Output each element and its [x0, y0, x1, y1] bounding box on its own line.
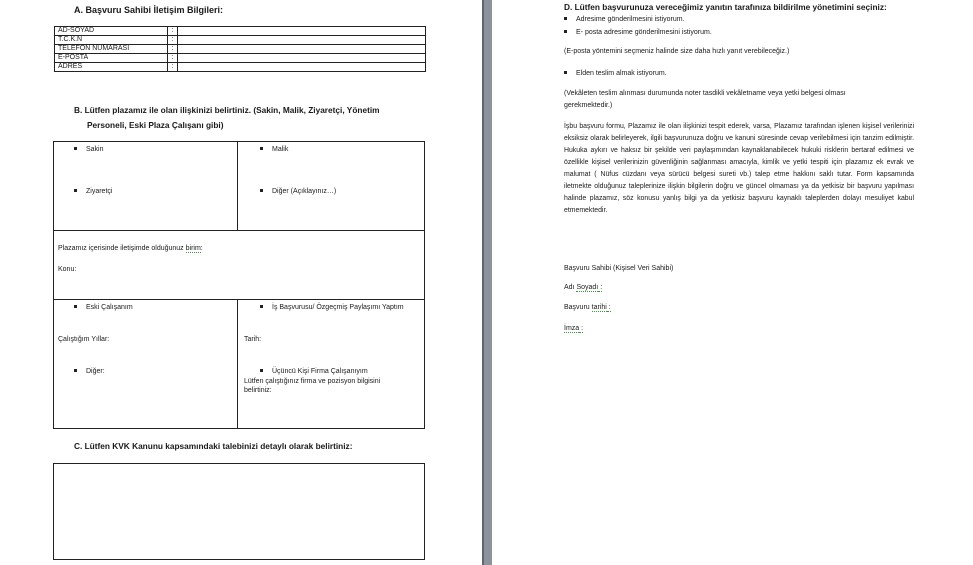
option-sakin[interactable] [74, 145, 104, 154]
option-is-basvurusu-label: İş Başvurusu/ Özgeçmiş Paylaşımı Yaptım [272, 304, 404, 311]
contact-info-table [54, 26, 426, 72]
bullet-icon [564, 71, 567, 74]
contact-row [55, 27, 426, 36]
years-worked-field[interactable]: Çalıştığım Yıllar: [58, 336, 110, 343]
option-is-basvurusu[interactable] [260, 303, 404, 312]
contact-row-label: AD-SOYAD [55, 27, 168, 36]
bullet-icon [260, 305, 263, 308]
signature-name-field[interactable] [564, 283, 602, 292]
section-d-heading: D. Lütfen başvurunuza vereceğimiz yanıtın tarafınıza bildirilme yönetimini seçiniz: [564, 2, 887, 12]
relationship-divider-top [237, 141, 238, 231]
section-b-heading-line2: Personeli, Eski Plaza Çalışanı gibi) [87, 120, 224, 130]
option-eski-calisan[interactable] [74, 303, 133, 312]
bullet-icon [260, 147, 263, 150]
bullet-icon [74, 147, 77, 150]
option-diger-label: Diğer: [86, 368, 105, 375]
option-ucuncu-kisi[interactable] [260, 367, 368, 376]
contact-row-label: TELEFON NUMARASI [55, 45, 168, 54]
bullet-icon [564, 17, 567, 20]
contact-unit-colon: : [200, 245, 203, 252]
signature-name-colon: : [598, 284, 603, 291]
contact-row-value-input[interactable] [178, 54, 426, 63]
subject-field-label[interactable]: Konu: [58, 266, 77, 273]
relationship-divider-bottom [237, 299, 238, 429]
option-adres-label: Adresime gönderilmesini istiyorum. [576, 16, 685, 23]
bullet-icon [564, 30, 567, 33]
option-ucuncu-kisi-label: Üçüncü Kişi Firma Çalışanıyım [272, 368, 368, 375]
contact-row-value-input[interactable] [178, 63, 426, 72]
option-ziyaretci[interactable] [74, 187, 112, 196]
kvk-request-textarea[interactable] [53, 463, 425, 560]
company-position-line1: Lütfen çalıştığınız firma ve pozisyon bilgisini [244, 378, 381, 385]
section-a-heading: A. Başvuru Sahibi İletişim Bilgileri: [74, 5, 224, 15]
signature-date-colon: : [606, 304, 611, 311]
relationship-divider-row1 [53, 230, 425, 231]
bullet-icon [260, 369, 263, 372]
option-sakin-label: Sakin [86, 146, 104, 153]
signature-word: İmza [564, 325, 580, 332]
company-position-line2: belirtiniz: [244, 387, 272, 394]
relationship-divider-row2 [53, 299, 425, 300]
signature-date-prefix: Başvuru [564, 304, 592, 311]
section-b-heading [74, 103, 424, 133]
contact-row-value-input[interactable] [178, 27, 426, 36]
vekalet-note-line2: gerekmektedir.) [564, 102, 613, 109]
option-malik-label: Malik [272, 146, 289, 153]
application-date-field[interactable]: Tarih: [244, 336, 262, 343]
option-elden[interactable] [564, 69, 667, 78]
form-page-right [492, 0, 973, 565]
option-diger-aciklayiniz[interactable] [260, 187, 336, 196]
contact-unit-field[interactable] [58, 244, 203, 253]
bullet-icon [74, 189, 77, 192]
signature-date-word: tarihi [591, 304, 607, 311]
signature-title: Başvuru Sahibi (Kişisel Veri Sahibi) [564, 265, 674, 272]
option-malik[interactable] [260, 145, 288, 154]
option-eski-calisan-label: Eski Çalışanım [86, 304, 133, 311]
company-position-field[interactable] [244, 377, 420, 395]
page-gutter [482, 0, 492, 565]
contact-row-separator: : [168, 54, 178, 63]
contact-row-label: ADRES [55, 63, 168, 72]
contact-row [55, 36, 426, 45]
contact-row-separator: : [168, 27, 178, 36]
contact-row-separator: : [168, 63, 178, 72]
signature-field[interactable] [564, 324, 583, 333]
contact-row-value-input[interactable] [178, 45, 426, 54]
contact-row [55, 45, 426, 54]
contact-row-value-input[interactable] [178, 36, 426, 45]
option-diger[interactable] [74, 367, 105, 376]
contact-row [55, 54, 426, 63]
section-c-heading: C. Lütfen KVK Kanunu kapsamındaki talebinizi detaylı olarak belirtiniz: [74, 441, 353, 451]
contact-unit-label: Plazamız içerisinde iletişimde olduğunuz [58, 245, 186, 252]
disclaimer-paragraph: İşbu başvuru formu, Plazamız ile olan ilişkinizi tespit ederek, varsa, Plazamız tarafından işlenen kişisel verilerinizi eksiksiz olarak belirleyerek, ilgili başvurunuza doğru ve kanuni süresinde cevap verilebilmesi için tanzim edilmiştir. Hukuka aykırı ve haksız bir şekilde veri paylaşımından kaynaklanabilecek hukuki risklerin bertaraf edilmesi ve özellikle kişisel verilerinizin güvenliğinin sağlanması amacıyla, kimlik ve yetki tespiti için plazamız ek evrak ve malumat ( Nüfus cüzdanı veya sürücü belgesi sureti vb.) talep etme hakkını saklı tutar. Form kapsamında iletmekte olduğunuz taleplerinize ilişkin bilgilerin doğru ve güncel olmaması ya da yetkisiz bir başvuru yapılması halinde plazamız, söz konusu yanlış bilgi ya da yetkisiz başvuru kaynaklı taleplerden dolayı mesuliyet kabul etmemektedir. [564, 123, 914, 214]
bullet-icon [260, 189, 263, 192]
contact-unit-word: birim [185, 245, 201, 252]
eposta-note: (E-posta yöntemini seçmeniz halinde size daha hızlı yanıt verebileceğiz.) [564, 48, 790, 55]
contact-row-separator: : [168, 36, 178, 45]
signature-date-field[interactable] [564, 303, 611, 312]
bullet-icon [74, 305, 77, 308]
form-page-left [0, 0, 482, 565]
contact-row-label: T.C.K.N [55, 36, 168, 45]
signature-name-prefix: Adı [564, 284, 577, 291]
option-diger-aciklayiniz-label: Diğer (Açıklayınız…) [272, 188, 337, 195]
option-eposta-label: E- posta adresime gönderilmesini istiyorum. [576, 29, 712, 36]
signature-name-word: Soyadı [576, 284, 599, 291]
vekalet-note [564, 88, 914, 112]
section-b-heading-line1: B. Lütfen plazamız ile olan ilişkinizi belirtiniz. (Sakin, Malik, Ziyaretçi, Yönetim [74, 105, 380, 115]
option-eposta[interactable] [564, 28, 712, 37]
bullet-icon [74, 369, 77, 372]
option-adres[interactable] [564, 15, 685, 24]
option-elden-label: Elden teslim almak istiyorum. [576, 70, 667, 77]
contact-row-label: E-POSTA [55, 54, 168, 63]
contact-row-separator: : [168, 45, 178, 54]
signature-colon: : [579, 325, 584, 332]
option-ziyaretci-label: Ziyaretçi [86, 188, 113, 195]
vekalet-note-line1: (Vekâleten teslim alınması durumunda noter tasdikli vekâletname veya yetki belgesi olması [564, 90, 846, 97]
contact-row [55, 63, 426, 72]
